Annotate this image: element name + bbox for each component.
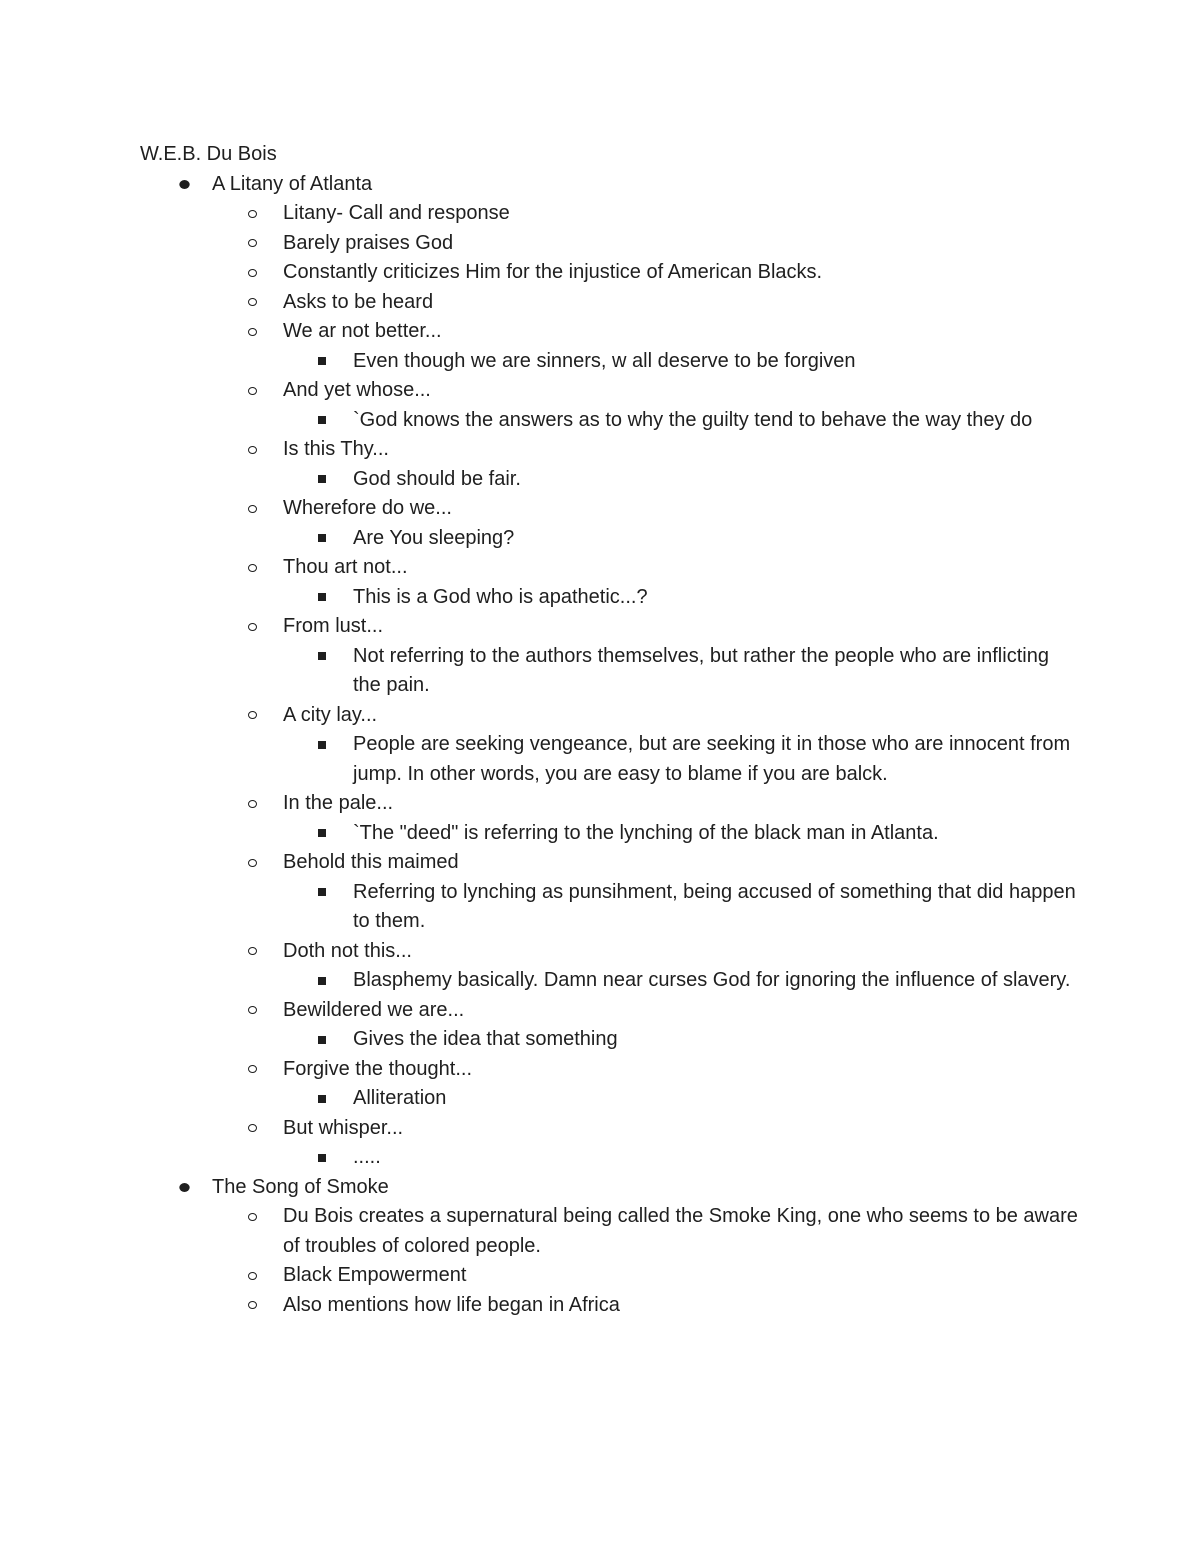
bullet-circle-icon [248, 1213, 257, 1221]
bullet-circle-icon [248, 947, 257, 955]
bullet-circle-icon [248, 505, 257, 513]
outline-item [140, 1202, 1080, 1261]
outline-item-text: Bewildered we are... [283, 998, 465, 1021]
outline-subitem-text: ..... [353, 1146, 381, 1168]
outline-item [140, 1114, 1080, 1144]
bullet-circle-icon-wrap [248, 258, 257, 288]
bullet-circle-icon-wrap [248, 435, 257, 465]
outline-item-text: Barely praises God [283, 231, 454, 254]
bullet-square-icon [318, 1154, 326, 1162]
bullet-square-icon-wrap [318, 1084, 326, 1114]
document-body [140, 140, 1080, 1320]
bullet-circle-icon [248, 298, 257, 306]
bullet-disc-icon [179, 1183, 189, 1192]
outline-subitem [140, 406, 1080, 436]
outline-item-text: Thou art not... [283, 556, 408, 578]
outline-item [140, 1055, 1080, 1085]
section-label: A Litany of Atlanta [212, 172, 373, 195]
outline-item-text: A city lay... [283, 703, 378, 726]
bullet-circle-icon [248, 446, 257, 454]
bullet-square-icon [318, 357, 326, 365]
outline-subitem-text: People are seeking vengeance, but are seeking it in those who are innocent from jump. In other words, you are easy to blame if you are balck. [353, 733, 1071, 785]
outline-item-text: Also mentions how life began in Africa [283, 1293, 620, 1316]
outline-subitem [140, 465, 1080, 495]
outline-subitem-text: This is a God who is apathetic...? [353, 585, 648, 608]
bullet-circle-icon-wrap [248, 229, 257, 259]
outline-item [140, 435, 1080, 465]
outline-item [140, 229, 1080, 259]
bullet-square-icon [318, 741, 326, 749]
bullet-square-icon-wrap [318, 966, 326, 996]
bullet-circle-icon-wrap [248, 1261, 257, 1291]
bullet-circle-icon [248, 800, 257, 808]
bullet-circle-icon [248, 711, 257, 719]
outline-subitem [140, 347, 1080, 377]
bullet-square-icon-wrap [318, 642, 326, 672]
outline-item-text: Du Bois creates a supernatural being called the Smoke King, one who seems to be aware of troubles of colored people. [283, 1205, 1078, 1257]
outline-subitem-text: Even though we are sinners, w all deserve to be forgiven [353, 349, 856, 372]
bullet-disc-icon [179, 180, 189, 189]
outline-item-text: Constantly criticizes Him for the injustice of American Blacks. [283, 261, 823, 283]
bullet-square-icon [318, 1036, 326, 1044]
section-item [140, 1173, 1080, 1203]
section-item [140, 170, 1080, 200]
bullet-circle-icon [248, 269, 257, 277]
bullet-square-icon [318, 1095, 326, 1103]
outline-subitem [140, 1025, 1080, 1055]
outline-subitem-text: Not referring to the authors themselves, but rather the people who are inflicting the pain. [353, 644, 1049, 696]
outline-item [140, 937, 1080, 967]
outline-item [140, 848, 1080, 878]
bullet-circle-icon [248, 564, 257, 572]
outline-item [140, 376, 1080, 406]
outline-item-text: Forgive the thought... [283, 1057, 473, 1080]
outline-item-text: In the pale... [283, 792, 394, 814]
outline-item-text: From lust... [283, 615, 384, 637]
bullet-circle-icon [248, 859, 257, 867]
outline-subitem-text: Are You sleeping? [353, 526, 515, 549]
bullet-square-icon [318, 888, 326, 896]
bullet-circle-icon-wrap [248, 612, 257, 642]
bullet-square-icon [318, 416, 326, 424]
bullet-circle-icon-wrap [248, 937, 257, 967]
bullet-circle-icon [248, 239, 257, 247]
outline-item-text: Black Empowerment [283, 1264, 467, 1286]
bullet-square-icon [318, 534, 326, 542]
bullet-circle-icon [248, 1006, 257, 1014]
bullet-circle-icon-wrap [248, 494, 257, 524]
outline-item [140, 553, 1080, 583]
outline-subitem [140, 1084, 1080, 1114]
bullet-circle-icon-wrap [248, 996, 257, 1026]
outline-item-text: But whisper... [283, 1116, 404, 1139]
bullet-circle-icon-wrap [248, 1055, 257, 1085]
bullet-circle-icon [248, 623, 257, 631]
bullet-circle-icon-wrap [248, 1114, 257, 1144]
outline-item [140, 317, 1080, 347]
bullet-circle-icon-wrap [248, 376, 257, 406]
bullet-circle-icon-wrap [248, 553, 257, 583]
bullet-circle-icon-wrap [248, 199, 257, 229]
outline-item [140, 612, 1080, 642]
outline-subitem [140, 642, 1080, 701]
outline-item [140, 258, 1080, 288]
document-title: W.E.B. Du Bois [140, 143, 277, 165]
bullet-square-icon [318, 475, 326, 483]
outline-subitem [140, 878, 1080, 937]
outline-item-text: We ar not better... [283, 320, 442, 342]
outline-item [140, 288, 1080, 318]
outline-subitem [140, 1143, 1080, 1173]
outline-subitem [140, 819, 1080, 849]
outline-item [140, 494, 1080, 524]
bullet-circle-icon [248, 1065, 257, 1073]
outline-item-text: Is this Thy... [283, 438, 389, 460]
outline-item [140, 199, 1080, 229]
bullet-square-icon-wrap [318, 730, 326, 760]
outline-subitem-text: Gives the idea that something [353, 1028, 618, 1050]
bullet-square-icon-wrap [318, 347, 326, 377]
bullet-disc-icon-wrap [180, 1173, 189, 1203]
bullet-circle-icon-wrap [248, 1202, 257, 1232]
outline-item-text: Litany- Call and response [283, 202, 510, 224]
bullet-circle-icon [248, 1301, 257, 1309]
bullet-circle-icon-wrap [248, 848, 257, 878]
outline-subitem [140, 524, 1080, 554]
bullet-square-icon-wrap [318, 465, 326, 495]
bullet-circle-icon [248, 1124, 257, 1132]
outline-item-text: And yet whose... [283, 379, 431, 401]
outline-subitem [140, 730, 1080, 789]
outline-item [140, 1261, 1080, 1291]
bullet-square-icon-wrap [318, 819, 326, 849]
bullet-circle-icon [248, 328, 257, 336]
outline-item-text: Wherefore do we... [283, 497, 452, 519]
bullet-circle-icon-wrap [248, 288, 257, 318]
bullet-square-icon [318, 593, 326, 601]
outline-subitem-text: Blasphemy basically. Damn near curses God for ignoring the influence of slavery. [353, 969, 1071, 991]
outline-subitem-text: God should be fair. [353, 467, 521, 490]
bullet-square-icon-wrap [318, 583, 326, 613]
bullet-square-icon [318, 829, 326, 837]
outline-subitem-text: Alliteration [353, 1087, 447, 1109]
outline-item [140, 701, 1080, 731]
outline-subitem-text: `The "deed" is referring to the lynching of the black man in Atlanta. [353, 821, 939, 844]
bullet-circle-icon [248, 210, 257, 218]
bullet-square-icon-wrap [318, 1143, 326, 1173]
outline-item-text: Doth not this... [283, 939, 412, 962]
outline-item [140, 789, 1080, 819]
outline-item [140, 1291, 1080, 1321]
bullet-circle-icon-wrap [248, 1291, 257, 1321]
bullet-square-icon-wrap [318, 1025, 326, 1055]
bullet-square-icon [318, 652, 326, 660]
section-label: The Song of Smoke [212, 1175, 389, 1198]
bullet-circle-icon-wrap [248, 789, 257, 819]
bullet-square-icon-wrap [318, 406, 326, 436]
outline-subitem-text: Referring to lynching as punsihment, being accused of something that did happen to them. [353, 880, 1076, 932]
outline-subitem [140, 966, 1080, 996]
bullet-circle-icon [248, 1272, 257, 1280]
bullet-square-icon [318, 977, 326, 985]
outline-item-text: Behold this maimed [283, 851, 459, 873]
outline-item [140, 996, 1080, 1026]
bullet-square-icon-wrap [318, 524, 326, 554]
bullet-disc-icon-wrap [180, 170, 189, 200]
bullet-circle-icon-wrap [248, 701, 257, 731]
outline-item-text: Asks to be heard [283, 290, 434, 313]
bullet-circle-icon-wrap [248, 317, 257, 347]
outline-list [140, 170, 1080, 1321]
outline-subitem-text: `God knows the answers as to why the guilty tend to behave the way they do [353, 408, 1033, 431]
bullet-square-icon-wrap [318, 878, 326, 908]
outline-subitem [140, 583, 1080, 613]
bullet-circle-icon [248, 387, 257, 395]
